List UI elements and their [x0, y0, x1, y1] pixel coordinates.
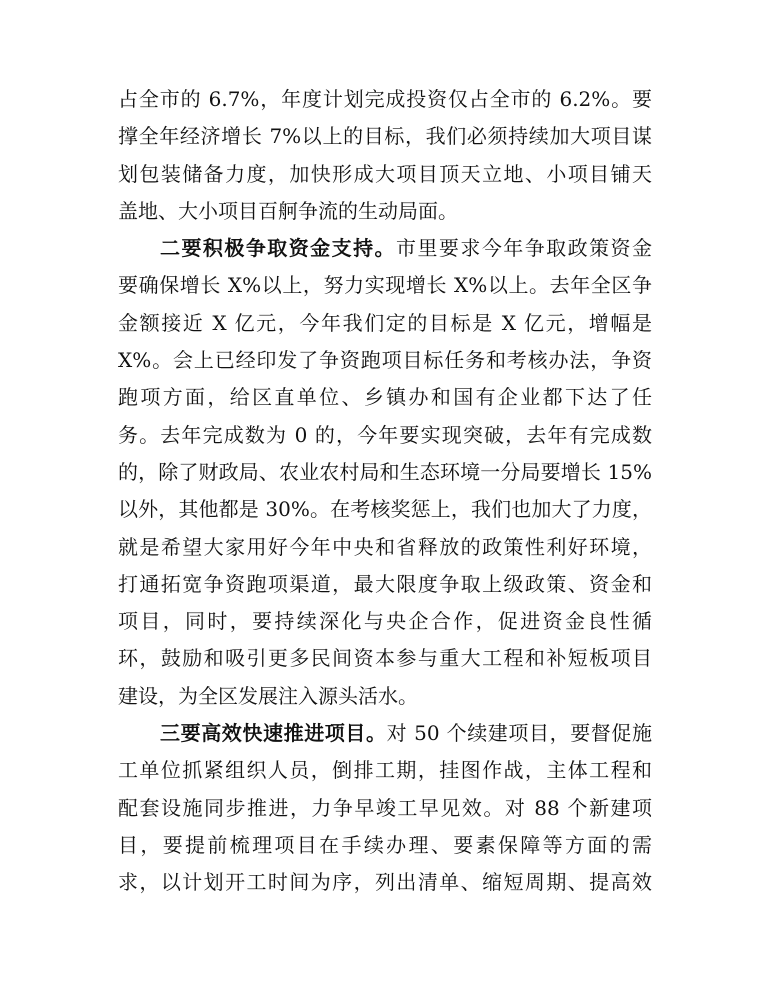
text-line [118, 230, 652, 267]
paragraph-lead: 三要高效快速推进项目。 [160, 721, 387, 746]
text-line: X%。会上已经印发了争资跑项目标任务和考核办法，争资 [118, 348, 652, 373]
paragraph-3 [118, 715, 652, 901]
text-line: 求，以计划开工时间为序，列出清单、缩短周期、提高效 [118, 870, 652, 895]
paragraph-1 [118, 81, 652, 230]
text-line: 的，除了财政局、农业农村局和生态环境一分局要增长 15% [118, 459, 652, 484]
text-line: 要确保增长 X%以上，努力实现增长 X%以上。去年全区争 [118, 273, 652, 298]
paragraph-lead: 二要积极争取资金支持。 [160, 236, 396, 261]
text-line-rest: 市里要求今年争取政策资金 [396, 236, 652, 261]
text-line: 撑全年经济增长 7%以上的目标，我们必须持续加大项目谋 [118, 124, 652, 149]
text-line: 就是希望大家用好今年中央和省释放的政策性利好环境， [118, 534, 652, 559]
text-line: 划包装储备力度，加快形成大项目顶天立地、小项目铺天 [118, 161, 652, 186]
document-page [118, 81, 652, 902]
text-line: 盖地、大小项目百舸争流的生动局面。 [118, 198, 458, 223]
text-line: 目，要提前梳理项目在手续办理、要素保障等方面的需 [118, 832, 652, 857]
text-line: 项目，同时，要持续深化与央企合作，促进资金良性循 [118, 609, 652, 634]
text-line-rest: 对 50 个续建项目，要督促施 [386, 721, 652, 746]
text-line: 建设，为全区发展注入源头活水。 [118, 683, 418, 708]
text-line: 占全市的 6.7%，年度计划完成投资仅占全市的 6.2%。要 [118, 87, 652, 111]
text-line: 金额接近 X 亿元，今年我们定的目标是 X 亿元，增幅是 [118, 310, 652, 335]
text-line: 打通拓宽争资跑项渠道，最大限度争取上级政策、资金和 [118, 571, 652, 596]
text-line: 工单位抓紧组织人员，倒排工期，挂图作战，主体工程和 [118, 758, 652, 783]
text-line: 配套设施同步推进，力争早竣工早见效。对 88 个新建项 [118, 795, 652, 820]
text-line: 以外，其他都是 30%。在考核奖惩上，我们也加大了力度， [118, 497, 652, 522]
text-line: 环，鼓励和吸引更多民间资本参与重大工程和补短板项目 [118, 646, 652, 671]
text-line: 跑项方面，给区直单位、乡镇办和国有企业都下达了任 [118, 385, 652, 410]
text-line: 务。去年完成数为 0 的，今年要实现突破，去年有完成数 [118, 422, 652, 447]
paragraph-2 [118, 230, 652, 715]
text-line [118, 715, 652, 752]
